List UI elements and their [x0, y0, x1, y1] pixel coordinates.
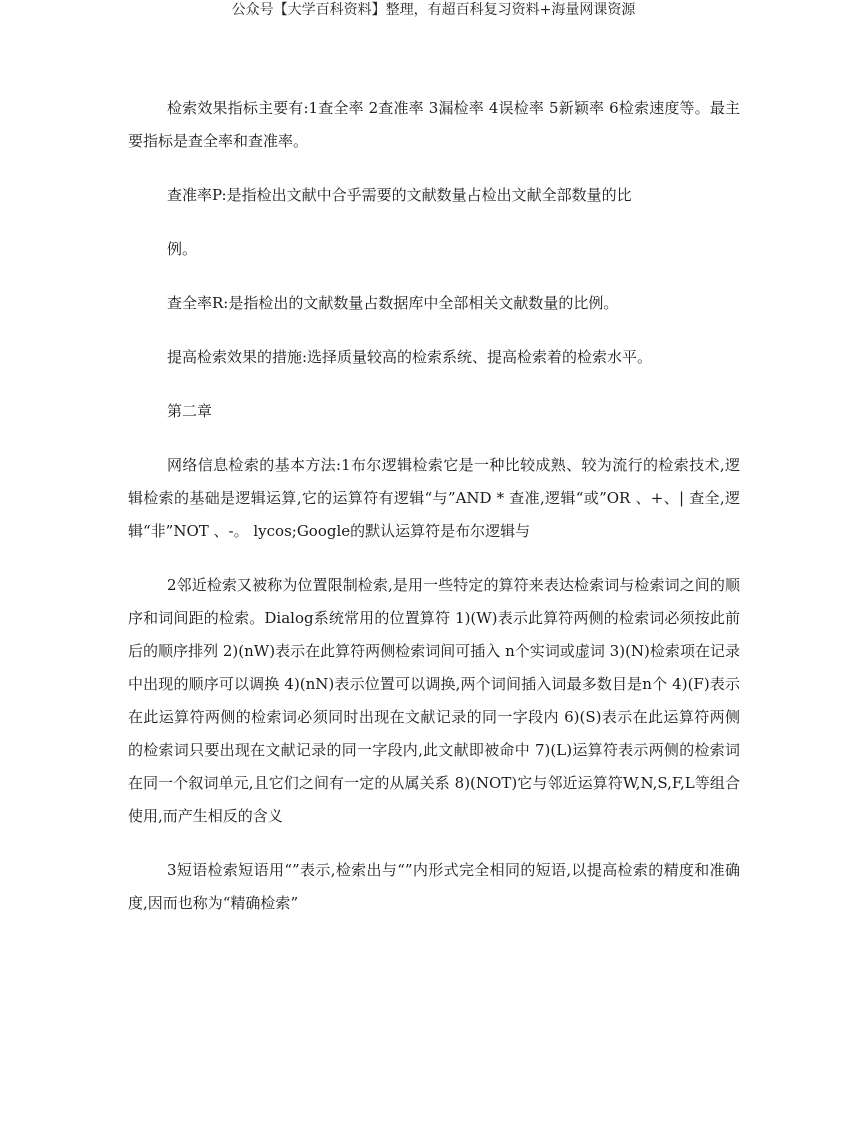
chapter-heading: 第二章 — [167, 402, 213, 420]
document-body — [128, 92, 740, 941]
paragraph-proximity-search: 2邻近检索又被称为位置限制检索,是用一些特定的算符来表达检索词与检索词之间的顺序和词间距的检索。Dialog系统常用的位置算符 1)(W)表示此算符两侧的检索词必须按此前后的顺序排列 2)(nW)表示在此算符两侧检索词间可插入 n个实词或虚词 3)(N)检索项在记录中出现的顺序可以调换 4)(nN)表示位置可以调换,两个词间插入词最多数目是n个 4)(F)表示在此运算符两侧的检索词必须同时出现在文献记录的同一字段内 6)(S)表示在此运算符两侧的检索词只要出现在文献记录的同一字段内,此文献即被命中 7)(L)运算符表示两侧的检索词在同一个叙词单元,且它们之间有一定的从属关系 8)(NOT)它与邻近运算符W,N,S,F,L等组合使用,而产生相反的含义 — [128, 576, 740, 825]
paragraph-precision: 查准率P:是指检出文献中合乎需要的文献数量占检出文献全部数量的比 — [167, 186, 632, 204]
paragraph-metrics: 检索效果指标主要有:1查全率 2查准率 3漏检率 4误检率 5新颖率 6检索速度等。最主要指标是查全率和查准率。 — [128, 99, 740, 150]
paragraph-boolean-search: 网络信息检索的基本方法:1布尔逻辑检索它是一种比较成熟、较为流行的检索技术,逻辑检索的基础是逻辑运算,它的运算符有逻辑“与”AND * 查准,逻辑“或”OR 、+、| 查全,逻辑“非”NOT 、-。 lycos;Google的默认运算符是布尔逻辑与 — [128, 456, 740, 540]
paragraph-measures: 提高检索效果的措施:选择质量较高的检索系统、提高检索着的检索水平。 — [167, 348, 653, 366]
paragraph-recall: 查全率R:是指检出的文献数量占数据库中全部相关文献数量的比例。 — [167, 294, 619, 312]
paragraph-phrase-search: 3短语检索短语用“”表示,检索出与“”内形式完全相同的短语,以提高检索的精度和准确度,因而也称为“精确检索” — [128, 861, 740, 912]
paragraph-precision-end: 例。 — [167, 240, 198, 258]
page-header: 公众号【大学百科资料】整理，有超百科复习资料+海量网课资源 — [231, 2, 636, 18]
